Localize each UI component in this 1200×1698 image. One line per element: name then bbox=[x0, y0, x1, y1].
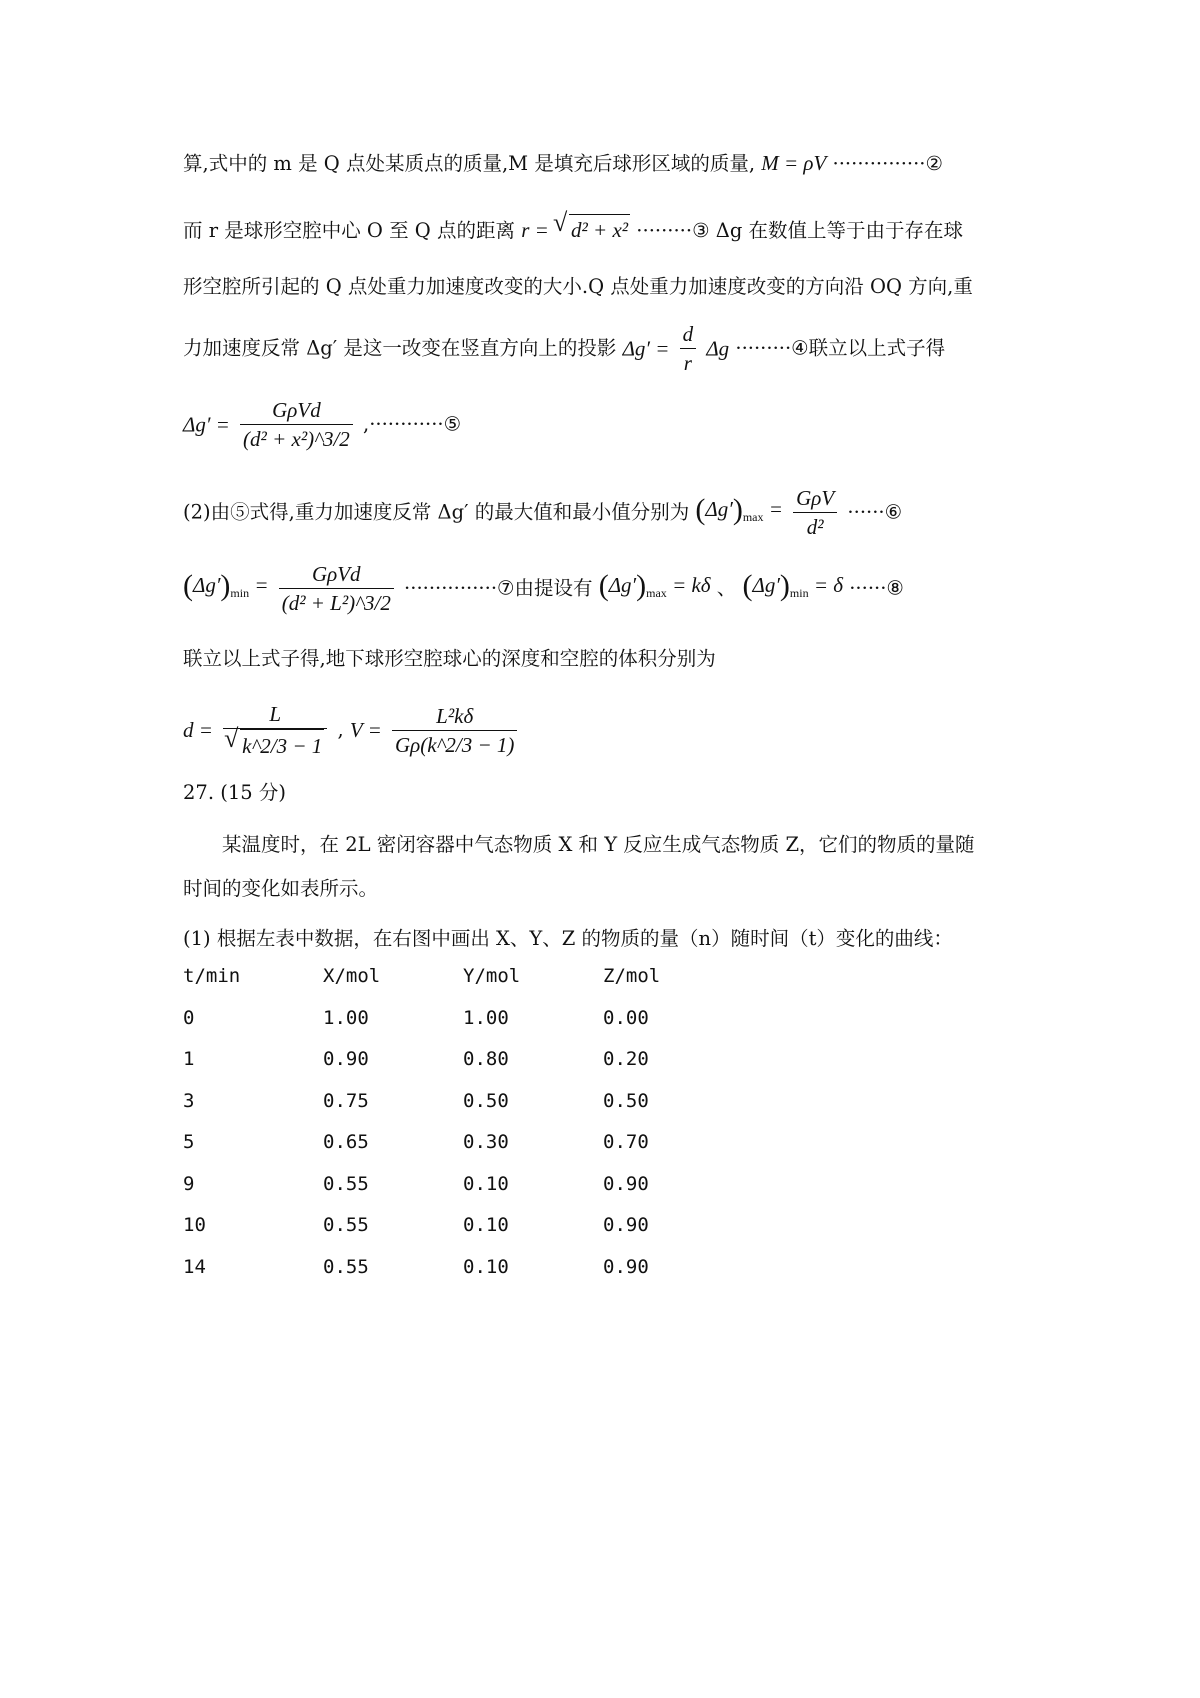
min-rhs: = δ bbox=[813, 572, 844, 597]
dots-2: ···············② bbox=[832, 152, 943, 175]
table-row bbox=[183, 1214, 743, 1256]
data-table bbox=[183, 965, 743, 1297]
table-cell: 0.55 bbox=[323, 1214, 369, 1236]
equation-final bbox=[183, 700, 521, 760]
table-cell: 0.00 bbox=[603, 1006, 649, 1029]
text: 力加速度反常 Δg′ 是这一改变在竖直方向上的投影 bbox=[183, 336, 617, 360]
table-row bbox=[183, 1007, 743, 1049]
fraction-v bbox=[392, 702, 517, 759]
numerator: GρV bbox=[793, 484, 837, 513]
radicand: k^2/3 − 1 bbox=[240, 729, 324, 760]
dots-3: ·········③ bbox=[636, 219, 710, 242]
table-row bbox=[183, 1090, 743, 1132]
paragraph-line-2 bbox=[183, 214, 963, 244]
fraction-max bbox=[793, 484, 837, 541]
numerator: L²kδ bbox=[392, 702, 517, 731]
denominator: d² bbox=[806, 515, 824, 539]
paragraph-line-3 bbox=[183, 274, 973, 300]
intro-text: 某温度时，在 2L 密闭容器中气态物质 X 和 Y 反应生成气态物质 Z，它们的物质的量随 bbox=[222, 833, 975, 856]
table-cell: 0.65 bbox=[323, 1131, 369, 1153]
table-cell: 0.55 bbox=[323, 1255, 369, 1278]
heading-text: 27. (15 分) bbox=[183, 781, 286, 804]
formula-tail: Δg bbox=[706, 336, 730, 361]
denominator: (d² + L²)^3/2 bbox=[281, 591, 391, 615]
text: 算,式中的 m 是 Q 点处某质点的质量,M 是填充后球形区域的质量, bbox=[183, 152, 756, 175]
numerator: GρVd bbox=[279, 560, 394, 589]
table-cell: 0.70 bbox=[603, 1131, 649, 1153]
dots-4: ·········④联立以上式子得 bbox=[735, 336, 946, 360]
table-row bbox=[183, 1048, 743, 1090]
denominator: r bbox=[683, 351, 692, 375]
table-cell: 0.10 bbox=[463, 1214, 509, 1236]
d-lhs: d = bbox=[183, 718, 213, 742]
table-cell: 0.50 bbox=[463, 1089, 509, 1112]
table-cell: 5 bbox=[183, 1131, 195, 1153]
numerator: L bbox=[223, 700, 327, 729]
question-heading bbox=[183, 780, 286, 806]
table-cell: 10 bbox=[183, 1214, 206, 1236]
fraction-min bbox=[279, 560, 394, 617]
column-header: t/min bbox=[183, 965, 241, 987]
paragraph-line-8 bbox=[183, 646, 716, 672]
table-cell: 1.00 bbox=[463, 1006, 509, 1029]
min-expression: $(\Delta g')_{min}$ = bbox=[183, 568, 269, 602]
dots-5: ,············⑤ bbox=[363, 412, 462, 436]
column-header: Z/mol bbox=[603, 965, 661, 987]
table-cell: 1.00 bbox=[323, 1006, 369, 1029]
text: 而 r 是球形空腔中心 O 至 Q 点的距离 bbox=[183, 219, 515, 242]
task-text: (1) 根据左表中数据，在右图中画出 X、Y、Z 的物质的量（n）随时间（t）变化的曲线： bbox=[183, 927, 953, 950]
question-intro-2 bbox=[183, 876, 378, 902]
max-expression: $(\Delta g')_{max}$ = bbox=[695, 492, 783, 526]
column-header: Y/mol bbox=[463, 965, 521, 987]
numerator: d bbox=[680, 320, 697, 349]
fraction-d-over-r bbox=[680, 320, 697, 377]
text: 形空腔所引起的 Q 点处重力加速度改变的大小.Q 点处重力加速度改变的方向沿 OQ 方向,重 bbox=[183, 275, 973, 298]
denominator: Gρ(k^2/3 − 1) bbox=[395, 732, 515, 757]
denominator bbox=[223, 729, 327, 760]
table-row bbox=[183, 1131, 743, 1173]
formula-mass: M = ρV bbox=[761, 151, 827, 175]
table-cell: 0.50 bbox=[603, 1089, 649, 1112]
text: 联立以上式子得,地下球形空腔球心的深度和空腔的体积分别为 bbox=[183, 647, 716, 670]
dots-6: ······⑥ bbox=[847, 500, 903, 524]
table-cell: 0.20 bbox=[603, 1048, 649, 1070]
formula-r-lhs: r = bbox=[521, 218, 549, 242]
table-cell: 0.90 bbox=[603, 1255, 649, 1278]
column-header: X/mol bbox=[323, 965, 381, 987]
formula-lhs: Δg′ = bbox=[622, 336, 670, 361]
intro-text: 时间的变化如表所示。 bbox=[183, 877, 379, 900]
table-cell: 0.90 bbox=[603, 1172, 649, 1195]
table-row bbox=[183, 1173, 743, 1215]
table-cell: 0 bbox=[183, 1006, 195, 1029]
comma: , bbox=[337, 718, 344, 741]
question-task bbox=[183, 926, 953, 952]
fraction-d bbox=[223, 700, 327, 760]
paragraph-line-4 bbox=[183, 320, 945, 377]
table-header-row bbox=[183, 965, 743, 1007]
table-cell: 9 bbox=[183, 1172, 195, 1195]
dots-7: ···············⑦由提设有 bbox=[404, 576, 593, 600]
fraction bbox=[240, 396, 353, 453]
equation-5 bbox=[183, 396, 461, 453]
table-cell: 0.55 bbox=[323, 1172, 369, 1195]
numerator: GρVd bbox=[240, 396, 353, 425]
table-cell: 0.10 bbox=[463, 1172, 509, 1195]
v-lhs: V = bbox=[349, 718, 382, 742]
table-cell: 1 bbox=[183, 1048, 195, 1070]
max-condition: $(\Delta g')_{max} = k\delta$ bbox=[598, 568, 711, 602]
table-cell: 0.80 bbox=[463, 1048, 509, 1070]
text: (2)由⑤式得,重力加速度反常 Δg′ 的最大值和最小值分别为 bbox=[183, 500, 690, 524]
paragraph-line-1 bbox=[183, 150, 943, 177]
paragraph-line-7 bbox=[183, 560, 904, 617]
max-rhs: = kδ bbox=[672, 572, 711, 597]
table-cell: 0.10 bbox=[463, 1255, 509, 1278]
formula-lhs: Δg′ = bbox=[183, 412, 230, 437]
paragraph-line-6 bbox=[183, 484, 902, 541]
separator: 、 bbox=[716, 576, 737, 600]
sqrt-expression bbox=[555, 214, 630, 243]
table-cell: 0.75 bbox=[323, 1089, 369, 1112]
table-cell: 0.30 bbox=[463, 1131, 509, 1153]
table-cell: 14 bbox=[183, 1255, 206, 1278]
text: Δg 在数值上等于由于存在球 bbox=[715, 219, 964, 242]
dots-8: ······⑧ bbox=[849, 576, 904, 600]
question-intro-1 bbox=[222, 832, 975, 858]
table-cell: 0.90 bbox=[323, 1048, 369, 1070]
table-cell: 0.90 bbox=[603, 1214, 649, 1236]
table-row bbox=[183, 1256, 743, 1298]
radicand: d² + x² bbox=[569, 214, 630, 243]
table-cell: 3 bbox=[183, 1089, 195, 1112]
denominator: (d² + x²)^3/2 bbox=[243, 427, 350, 451]
min-condition: $(\Delta g')_{min} = \delta$ bbox=[742, 568, 844, 602]
